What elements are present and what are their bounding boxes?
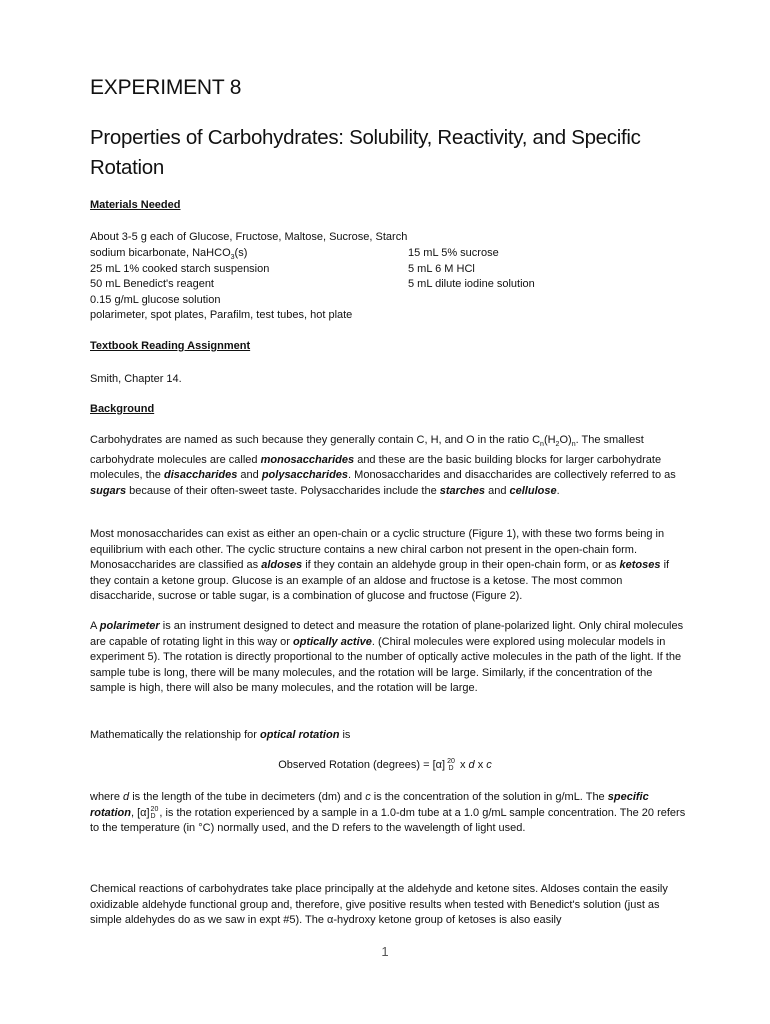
background-paragraph-4: Mathematically the relationship for optical rotation is xyxy=(90,729,351,741)
page-number: 1 xyxy=(381,944,389,959)
materials-item: 0.15 g/mL glucose solution xyxy=(90,294,221,306)
materials-item: polarimeter, spot plates, Parafilm, test tubes, hot plate xyxy=(90,309,353,321)
background-paragraph-2: Most monosaccharides can exist as either an open-chain or a cyclic structure (Figure 1), with these two forms being in equilibrium with each other. The cyclic structure contains a new chiral carbon not present in the open-chain form. Monosaccharides are classified as aldoses if they contain an aldehyde group in their open-chain form, or as ketoses if they contain a ketone group. Glucose is an example of an aldose and fructose is a ketose. The most common disaccharide, sucrose or table sugar, is a combination of glucose and fructose (Figure 2). xyxy=(90,528,670,603)
experiment-title: EXPERIMENT 8 xyxy=(90,76,242,99)
background-paragraph-5: where d is the length of the tube in decimeters (dm) and c is the concentration of the solution in g/mL. The specific rotation, [α] 20 D , is the rotation experienced by a sample in a 1.0-dm tube at a 1.0 g/mL sample concentration. The 20 refers to the temperature (in °C) normally used, and the D refers to the wavelength of light used. xyxy=(90,791,686,835)
optical-rotation-formula: Observed Rotation (degrees) = [α] 20 D x d x c xyxy=(278,758,492,772)
reading-text: Smith, Chapter 14. xyxy=(90,373,182,385)
background-paragraph-1: Carbohydrates are named as such because they generally contain C, H, and O in the ratio $C_n(H_2O)_n$. The smallest carbohydrate molecules are called monosaccharides and these are the basic building blocks for larger carbohydrate molecules, the disaccharides and polysaccharides. Monosaccharides and disaccharides are collectively referred to as sugars because of their often-sweet taste. Polysaccharides include the starches and cellulose. xyxy=(90,434,676,497)
background-paragraph-3: A polarimeter is an instrument designed to detect and measure the rotation of plane-polarized light. Only chiral molecules are capable of rotating light in this way or optically active. (Chiral molecules were explored using molecular models in experiment 5). The rotation is directly proportional to the number of optically active molecules in the path of the light. If the sample tube is long, there will be many molecules, and the rotation will be large. Similarly, if the concentration of the sample is high, there will also be many molecules, and the rotation will be large. xyxy=(90,620,684,695)
materials-item: 25 mL 1% cooked starch suspension xyxy=(90,263,270,275)
materials-item: About 3-5 g each of Glucose, Fructose, Maltose, Sucrose, Starch xyxy=(90,231,408,243)
background-paragraph-6: Chemical reactions of carbohydrates take place principally at the aldehyde and ketone sites. Aldoses contain the easily oxidizable aldehyde functional group and, therefore, give positive results when tested with Benedict's solution (just as simple aldehydes do as we saw in expt #5). The α-hydroxy ketone group of ketoses is also easily xyxy=(90,883,668,927)
materials-item: sodium bicarbonate, NaHCO$_3$(s) xyxy=(90,247,248,262)
experiment-subtitle: Properties of Carbohydrates: Solubility, Reactivity, and Specific Rotation xyxy=(90,126,641,179)
materials-heading: Materials Needed xyxy=(90,199,181,211)
materials-item-right: 5 mL 6 M HCl xyxy=(408,263,475,275)
background-heading: Background xyxy=(90,403,155,415)
reading-heading: Textbook Reading Assignment xyxy=(90,340,251,352)
materials-item: 50 mL Benedict's reagent xyxy=(90,278,214,290)
materials-item-right: 15 mL 5% sucrose xyxy=(408,247,499,259)
materials-item-right: 5 mL dilute iodine solution xyxy=(408,278,535,290)
